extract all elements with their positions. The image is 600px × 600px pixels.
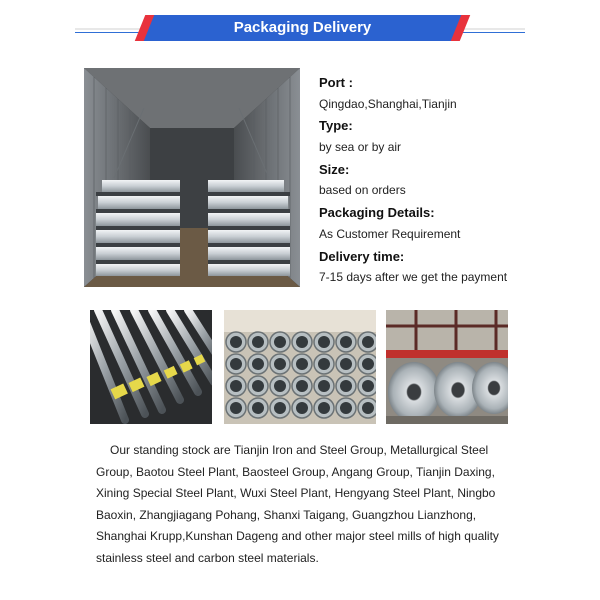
size-label: Size: bbox=[319, 161, 350, 177]
packaging-details bbox=[319, 72, 579, 289]
port-label: Port : bbox=[319, 75, 353, 90]
port-value: Qingdao,Shanghai,Tianjin bbox=[319, 96, 457, 111]
container-loading-photo bbox=[84, 68, 300, 287]
type-label: Type: bbox=[319, 118, 353, 134]
steel-rods-photo bbox=[90, 310, 212, 424]
packaging-details-label: Packaging Details: bbox=[319, 205, 435, 221]
delivery-time-value: 7-15 days after we get the payment bbox=[319, 270, 508, 285]
delivery-time-label: Delivery time: bbox=[319, 248, 405, 264]
page-title: Packaging Delivery bbox=[233, 19, 372, 36]
stock-description: Our standing stock are Tianjin Iron and Steel Group, Metallurgical Steel Group, Baotou Steel Plant, Baosteel Group, Angang Group, Tianjin Daxing, Xining Special Steel Plant, Wuxi Steel Plant, Hengyang Steel Plant, Ningbo Baoxin, Zhangjiagang Pohang, Shanxi Taigang, Guangzhou Lianzhong, Shanghai Krupp,Kunshan Dageng and other major steel mills of high quality stainless steel and carbon steel materials. bbox=[96, 443, 499, 565]
steel-pipes-photo bbox=[224, 310, 376, 424]
steel-coils-photo bbox=[386, 310, 508, 424]
size-value: based on orders bbox=[319, 183, 406, 198]
type-value: by sea or by air bbox=[319, 140, 402, 155]
packaging-details-value: As Customer Requirement bbox=[319, 226, 461, 241]
